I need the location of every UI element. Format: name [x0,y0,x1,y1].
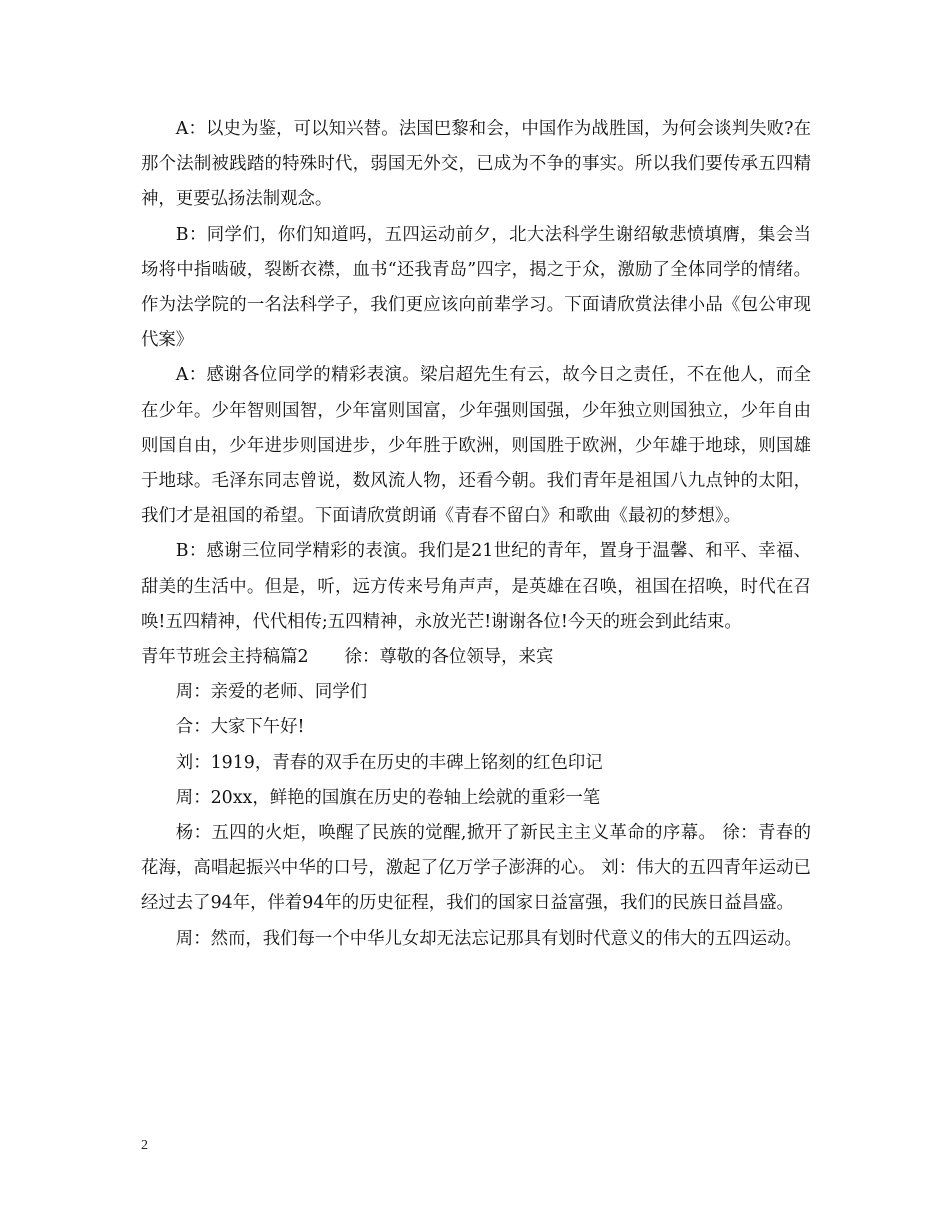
dialogue-line: 周：亲爱的老师、同学们 [175,682,368,703]
section-title: 青年节班会主持稿篇2 [141,647,309,668]
document-body [141,112,811,957]
dialogue-line: 杨：五四的火炬，唤醒了民族的觉醒,掀开了新民主主义革命的序幕。 徐：青春的花海，高唱起振兴中华的口号，激起了亿万学子澎湃的心。 刘：伟大的五四青年运动已经过去了94年，伴着94年的历史征程，我们的国家日益富强，我们的民族日益昌盛。 [141,823,811,914]
paragraph-a-history: A：以史为鉴，可以知兴替。法国巴黎和会，中国作为战胜国，为何会谈判失败?在那个法制被践踏的特殊时代，弱国无外交，已成为不争的事实。所以我们要传承五四精神，更要弘扬法制观念。 [141,119,811,210]
paragraph-b-may-fourth: B：同学们，你们知道吗，五四运动前夕，北大法科学生谢绍敏悲愤填膺，集会当场将中指啮破，裂断衣襟，血书“还我青岛”四字，揭之于众，激励了全体同学的情绪。作为法学院的一名法科学子，我们更应该向前辈学习。下面请欣赏法律小品《包公审现代案》 [141,224,811,351]
dialogue-line: 合：大家下午好! [175,717,305,738]
opening-speech: 徐：尊敬的各位领导，来宾 [344,647,554,668]
page-number: 2 [141,1138,148,1153]
paragraph-b-closing: B：感谢三位同学精彩的表演。我们是21世纪的青年，置身于温馨、和平、幸福、甜美的生活中。但是，听，远方传来号角声声，是英雄在召唤，祖国在招唤，时代在召唤!五四精神，代代相传;五四精神，永放光芒!谢谢各位!今天的班会到此结束。 [141,541,811,632]
dialogue-line: 周：然而，我们每一个中华儿女却无法忘记那具有划时代意义的伟大的五四运动。 [175,928,802,949]
paragraph-a-youth: A：感谢各位同学的精彩表演。梁启超先生有云，故今日之责任，不在他人，而全在少年。少年智则国智，少年富则国富，少年强则国强，少年独立则国独立，少年自由则国自由，少年进步则国进步，少年胜于欧洲，则国胜于欧洲，少年雄于地球，则国雄于地球。毛泽东同志曾说，数风流人物，还看今朝。我们青年是祖国八九点钟的太阳，我们才是祖国的希望。下面请欣赏朗诵《青春不留白》和歌曲《最初的梦想》。 [141,365,811,527]
section-heading-line [141,640,811,675]
dialogue-line: 周：20xx，鲜艳的国旗在历史的卷轴上绘就的重彩一笔 [175,787,601,808]
dialogue-line: 刘：1919，青春的双手在历史的丰碑上铭刻的红色印记 [175,752,603,773]
